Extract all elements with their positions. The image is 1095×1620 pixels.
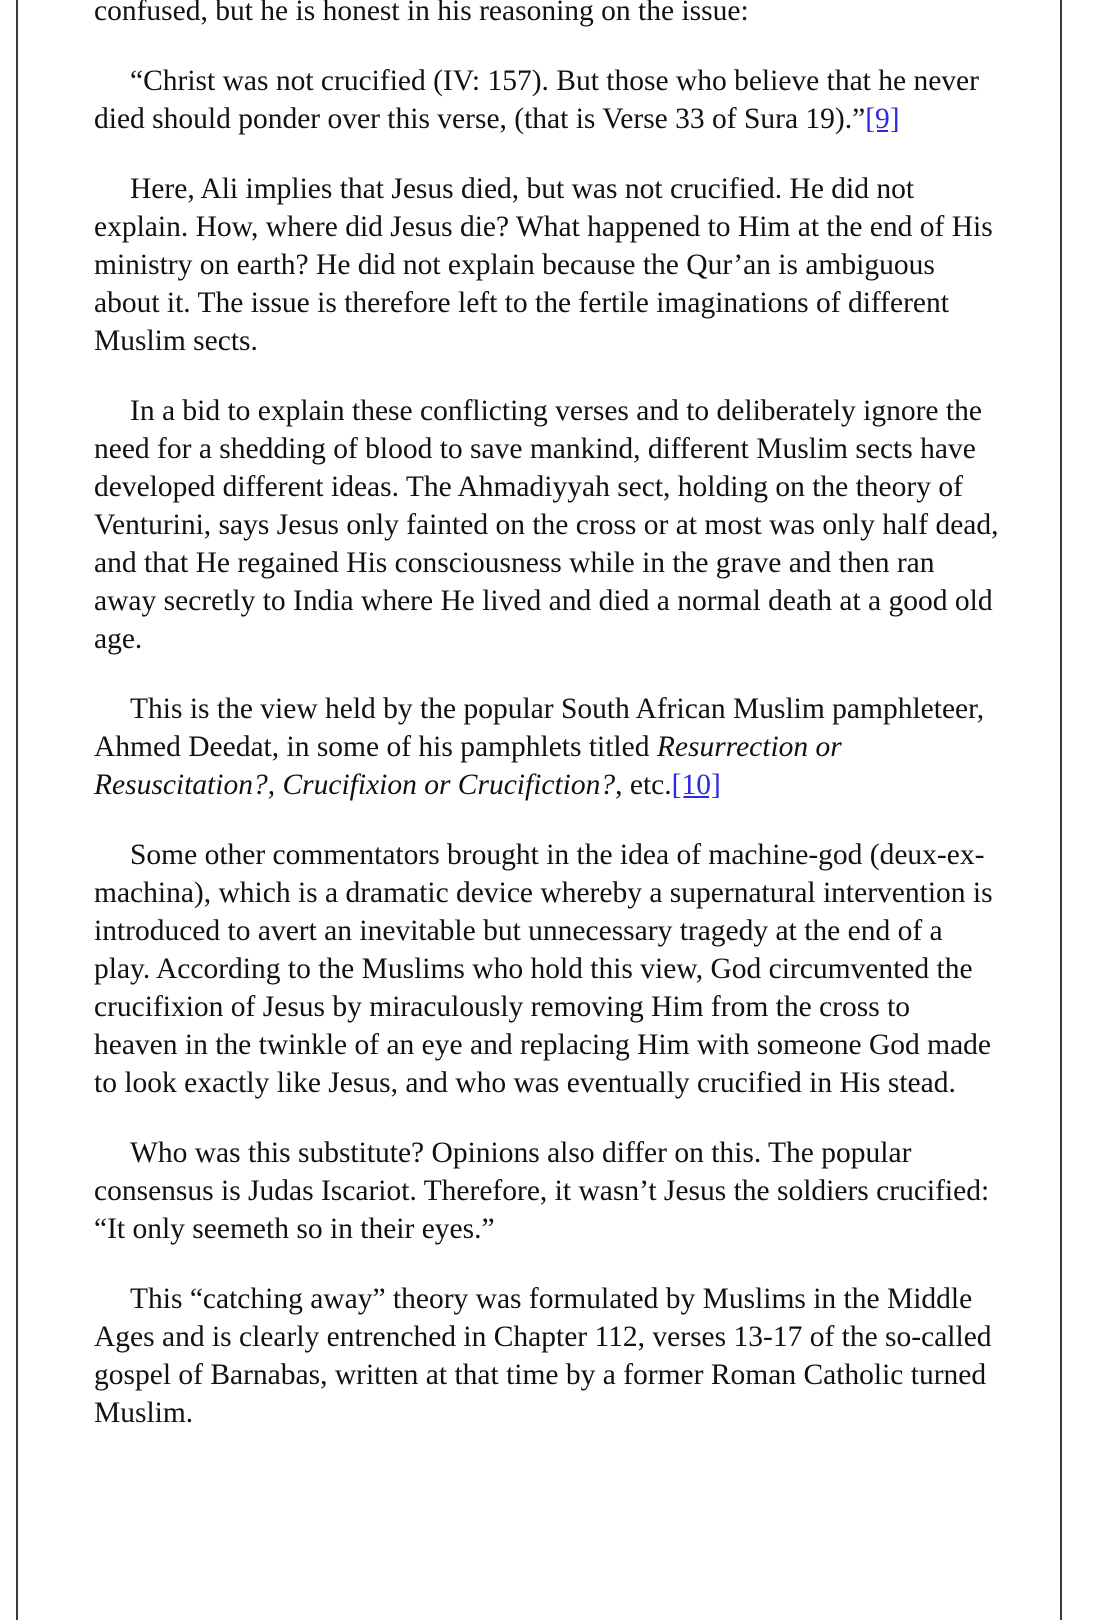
quote-paragraph (94, 62, 1000, 138)
paragraph-4-text: In a bid to explain these conflicting verses and to deliberately ignore the need for a shedding of blood to save mankind, different Muslim sects have developed different ideas. The Ahmadiyyah sect, holding on the theory of Venturini, says Jesus only fainted on the cross or at most was only half dead, and that He regained His consciousness while in the grave and then ran away secretly to India where He lived and died a normal death at a good old age. (94, 395, 999, 655)
paragraph-6 (94, 836, 1000, 1102)
paragraph-5 (94, 690, 1000, 804)
paragraph-8-text: This “catching away” theory was formulated by Muslims in the Middle Ages and is clearly entrenched in Chapter 112, verses 13-17 of the so-called gospel of Barnabas, written at that time by a former Roman Catholic turned Muslim. (94, 1283, 992, 1429)
footnote-link-10[interactable]: [10] (671, 769, 721, 801)
paragraph-5-suffix: , etc. (615, 769, 672, 801)
paragraph-3-text: Here, Ali implies that Jesus died, but was not crucified. He did not explain. How, where did Jesus die? What happened to Him at the end of His ministry on earth? He did not explain because the Qur’an is ambiguous about it. The issue is therefore left to the fertile imaginations of different Muslim sects. (94, 173, 993, 357)
paragraph-3 (94, 170, 1000, 360)
paragraph-7 (94, 1134, 1000, 1248)
paragraph-1-text: confused, but he is honest in his reasoning on the issue: (94, 0, 749, 27)
document-page (16, 0, 1062, 1620)
paragraph-6-text: Some other commentators brought in the idea of machine-god (deux-ex-machina), which is a dramatic device whereby a supernatural intervention is introduced to avert an inevitable but unnecessary tragedy at the end of a play. According to the Muslims who hold this view, God circumvented the crucifixion of Jesus by miraculously removing Him from the cross to heaven in the twinkle of an eye and replacing Him with someone God made to look exactly like Jesus, and who was eventually crucified in His stead. (94, 839, 993, 1099)
paragraph-5-prefix: This is the view held by the popular South African Muslim pamphleteer, Ahmed Deedat, in some of his pamphlets titled (94, 693, 985, 763)
footnote-link-9[interactable]: [9] (865, 103, 900, 135)
paragraph-7-text: Who was this substitute? Opinions also differ on this. The popular consensus is Judas Iscariot. Therefore, it wasn’t Jesus the soldiers crucified: “It only seemeth so in their eyes.” (94, 1137, 990, 1245)
paragraph-8 (94, 1280, 1000, 1432)
quote-text: “Christ was not crucified (IV: 157). But those who believe that he never died should ponder over this verse, (that is Verse 33 of Sura 19).” (94, 65, 979, 135)
paragraph-4 (94, 392, 1000, 658)
pamphlet-titles: Resurrection or Resuscitation?, Crucifixion or Crucifiction? (94, 731, 842, 801)
article-body (94, 0, 1000, 1464)
paragraph-1 (94, 0, 1000, 30)
